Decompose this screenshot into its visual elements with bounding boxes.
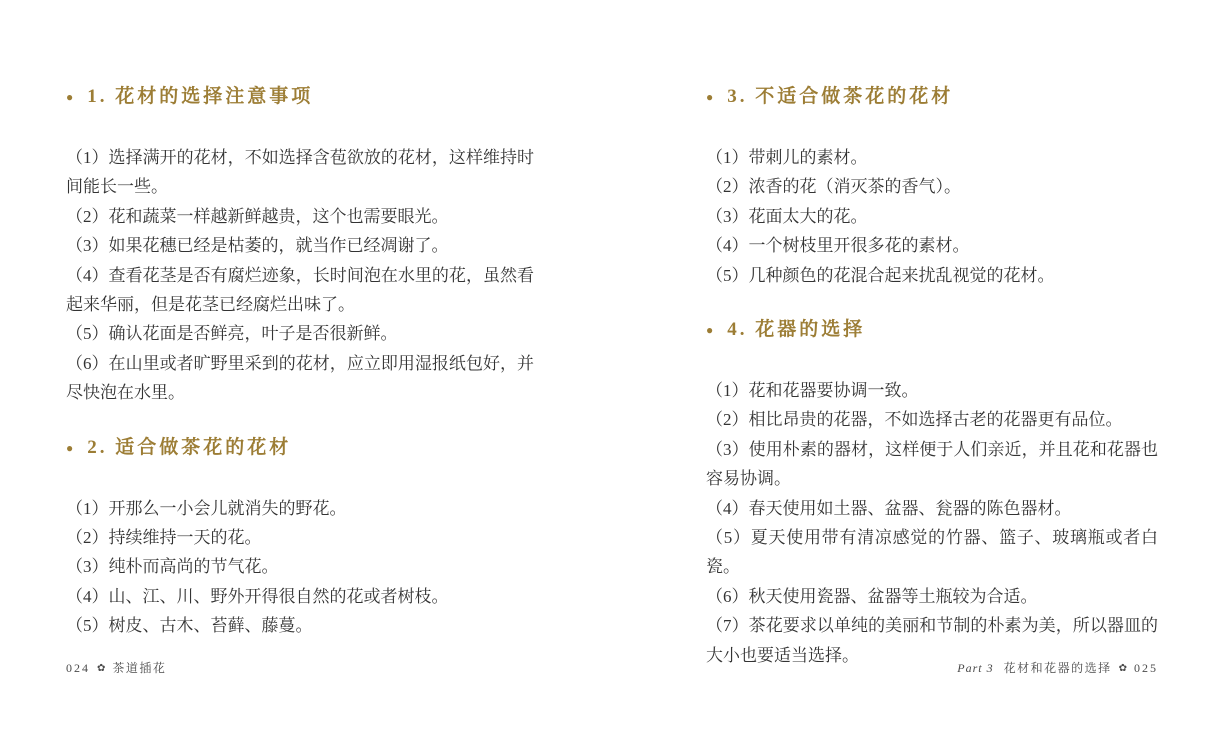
flower-star-icon: ✿: [1118, 663, 1127, 674]
body-paragraph: （4）一个树枝里开很多花的素材。: [706, 236, 970, 256]
right-page: [706, 84, 1158, 670]
heading-bullet-icon: ●: [706, 323, 714, 338]
body-paragraph: （3）纯朴而高尚的节气花。: [66, 557, 279, 577]
body-paragraph: （2）花和蔬菜一样越新鲜越贵，这个也需要眼光。: [66, 206, 449, 226]
body-paragraph: （5）夏天使用带有清凉感觉的竹器、篮子、玻璃瓶或者白瓷。: [706, 528, 1158, 577]
section-unsuitable-materials: [706, 84, 1158, 290]
heading-bullet-icon: ●: [706, 90, 714, 104]
body-paragraph: （5）几种颜色的花混合起来扰乱视觉的花材。: [706, 265, 1055, 285]
body-paragraph: （1）选择满开的花材，不如选择含苞欲放的花材，这样维持时间能长一些。: [66, 148, 534, 197]
body-paragraph: （3）花面太大的花。: [706, 206, 868, 226]
body-paragraph: （6）在山里或者旷野里采到的花材，应立即用湿报纸包好，并尽快泡在水里。: [66, 353, 534, 403]
body-paragraph: （4）春天使用如土器、盆器、瓮器的陈色器材。: [706, 498, 1072, 518]
section-heading-text: 1. 花材的选择注意事项: [87, 86, 314, 107]
section-heading: [66, 435, 534, 461]
section-flower-selection-notes: [66, 84, 534, 408]
flower-star-icon: ✿: [97, 663, 106, 674]
page-footer-left: [66, 659, 534, 679]
section-heading-text: 3. 不适合做茶花的花材: [727, 86, 954, 107]
section-heading-text: 2. 适合做茶花的花材: [87, 436, 292, 458]
body-paragraph: （1）开那么一小会儿就消失的野花。: [66, 498, 347, 518]
body-paragraph: （5）确认花面是否鲜亮，叶子是否很新鲜。: [66, 324, 398, 344]
body-paragraph: （2）浓香的花（消灭茶的香气）。: [706, 177, 961, 197]
page-footer-right: [706, 659, 1158, 679]
body-paragraph: （2）相比昂贵的花器，不如选择古老的花器更有品位。: [706, 410, 1123, 430]
section-suitable-materials: [66, 435, 534, 641]
section-heading: [66, 84, 534, 110]
body-paragraph: （4）查看花茎是否有腐烂迹象，长时间泡在水里的花，虽然看起来华丽，但是花茎已经腐烂出味了。: [66, 265, 534, 315]
body-paragraph: （1）花和花器要协调一致。: [706, 381, 919, 401]
heading-bullet-icon: ●: [66, 440, 74, 455]
section-heading: [706, 84, 1158, 110]
body-paragraph: （2）持续维持一天的花。: [66, 528, 262, 548]
body-paragraph: （5）树皮、古木、苔藓、藤蔓。: [66, 616, 313, 636]
part-label: Part 3: [957, 661, 994, 675]
section-heading-text: 4. 花器的选择: [727, 319, 866, 341]
section-vase-selection: [706, 317, 1158, 670]
body-paragraph: （1）带刺儿的素材。: [706, 148, 868, 167]
body-paragraph: （4）山、江、川、野外开得很自然的花或者树枝。: [66, 586, 449, 606]
body-paragraph: （7）茶花要求以单纯的美丽和节制的朴素为美，所以器皿的大小也要适当选择。: [706, 616, 1158, 665]
left-page: [66, 84, 534, 641]
page-number-left: 024: [66, 661, 90, 675]
body-paragraph: （6）秋天使用瓷器、盆器等土瓶较为合适。: [706, 586, 1038, 606]
page-number-right: 025: [1134, 661, 1158, 675]
chapter-title: 花材和花器的选择: [1003, 661, 1112, 675]
section-heading: [706, 317, 1158, 343]
book-title: 茶道插花: [112, 661, 167, 675]
body-paragraph: （3）使用朴素的器材，这样便于人们亲近，并且花和花器也容易协调。: [706, 439, 1158, 489]
heading-bullet-icon: ●: [66, 90, 74, 104]
body-paragraph: （3）如果花穗已经是枯萎的，就当作已经凋谢了。: [66, 236, 449, 256]
